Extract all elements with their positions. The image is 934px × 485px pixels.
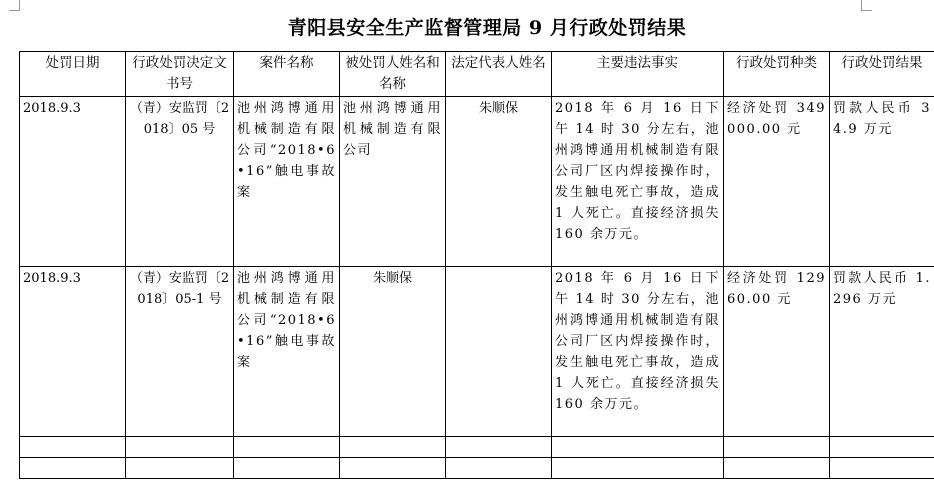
column-header-party: 被处罚人姓名和名称 — [340, 52, 446, 97]
column-header-case-name: 案件名称 — [234, 52, 340, 97]
cell-party: 池州鸿博通用机械制造有限公司 — [340, 97, 446, 267]
column-header-legal-rep: 法定代表人姓名 — [446, 52, 552, 97]
empty-cell — [552, 458, 724, 479]
cell-penalty-type: 经济处罚 12960.00 元 — [724, 267, 830, 437]
cell-facts: 2018 年 6 月 16 日下午 14 时 30 分左右，池州鸿博通用机械制造有限公司厂区内焊接操作时，发生触电死亡事故，造成 1 人死亡。直接经济损失 160 余万元。 — [552, 267, 724, 437]
empty-cell — [126, 437, 234, 458]
empty-cell — [724, 437, 830, 458]
column-header-penalty-type: 行政处罚种类 — [724, 52, 830, 97]
table-row — [20, 97, 934, 267]
empty-cell — [20, 458, 126, 479]
empty-cell — [20, 437, 126, 458]
cell-case-name: 池州鸿博通用机械制造有限公司“2018•6•16”触电事故案 — [234, 97, 340, 267]
cell-party: 朱顺保 — [340, 267, 446, 437]
cell-date: 2018.9.3 — [20, 97, 126, 267]
empty-cell — [830, 437, 934, 458]
empty-cell — [234, 437, 340, 458]
cell-date: 2018.9.3 — [20, 267, 126, 437]
cell-penalty-result: 罚款人民币 1.296 万元 — [830, 267, 934, 437]
empty-cell — [126, 458, 234, 479]
page-corner-mark-right — [861, 0, 872, 11]
cell-facts: 2018 年 6 月 16 日下午 14 时 30 分左右，池州鸿博通用机械制造有限公司厂区内焊接操作时，发生触电死亡事故，造成 1 人死亡。直接经济损失 160 余万元。 — [552, 97, 724, 267]
cell-doc-no: （青）安监罚〔2018〕05 号 — [126, 97, 234, 267]
penalty-results-table — [19, 51, 934, 479]
table-row — [20, 267, 934, 437]
empty-cell — [446, 458, 552, 479]
cell-penalty-type: 经济处罚 349000.00 元 — [724, 97, 830, 267]
cell-legal-rep: 朱顺保 — [446, 97, 552, 267]
cell-legal-rep — [446, 267, 552, 437]
empty-cell — [830, 458, 934, 479]
column-header-facts: 主要违法事实 — [552, 52, 724, 97]
empty-cell — [340, 458, 446, 479]
page-corner-mark-left — [9, 0, 20, 11]
empty-cell — [340, 437, 446, 458]
column-header-doc-no: 行政处罚决定文书号 — [126, 52, 234, 97]
empty-cell — [234, 458, 340, 479]
cell-penalty-result: 罚款人民币 34.9 万元 — [830, 97, 934, 267]
cell-case-name: 池州鸿博通用机械制造有限公司“2018•6•16”触电事故案 — [234, 267, 340, 437]
column-header-penalty-result: 行政处罚结果 — [830, 52, 934, 97]
empty-cell — [446, 437, 552, 458]
column-header-date: 处罚日期 — [20, 52, 126, 97]
empty-cell — [552, 437, 724, 458]
empty-table-row — [20, 458, 934, 479]
empty-table-row — [20, 437, 934, 458]
cell-doc-no: （青）安监罚〔2018〕05-1 号 — [126, 267, 234, 437]
document-title: 青阳县安全生产监督管理局 9 月行政处罚结果 — [287, 17, 687, 39]
empty-cell — [724, 458, 830, 479]
table-header-row — [20, 52, 934, 97]
